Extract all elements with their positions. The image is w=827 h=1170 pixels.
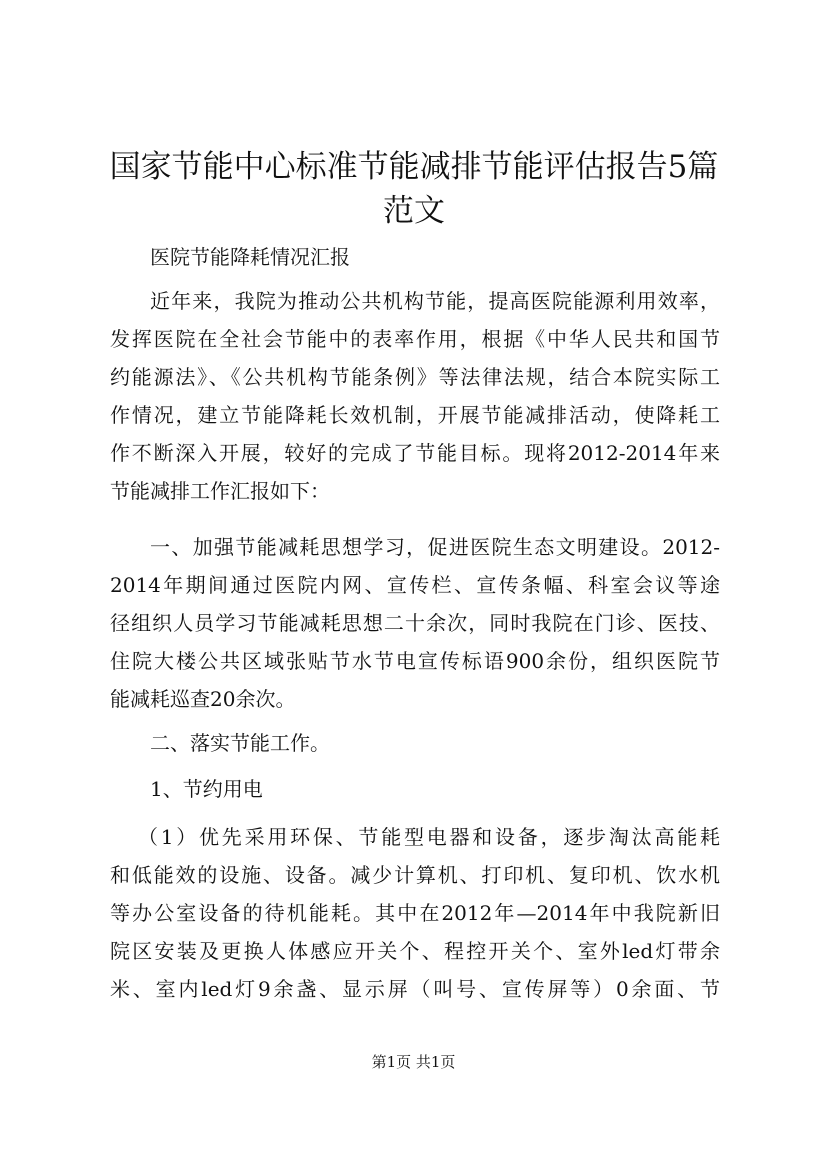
paragraph-line: 2014年期间通过医院内网、宣传栏、宣传条幅、科室会议等途 <box>110 573 720 597</box>
paragraph-line: 能减耗巡查20余次。 <box>110 687 296 711</box>
paragraph-line: 近年来，我院为推动公共机构节能，提高医院能源利用效率， <box>150 289 720 313</box>
document-title-line-1: 国家节能中心标准节能减排节能评估报告5篇 <box>109 149 719 185</box>
paragraph-line: 等办公室设备的待机能耗。其中在2012年—2014年中我院新旧 <box>110 901 720 925</box>
page-footer: 第1页 共1页 <box>371 1053 456 1071</box>
paragraph-line: 院区安装及更换人体感应开关个、程控开关个、室外led灯带余 <box>110 939 720 963</box>
section-heading: 医院节能降耗情况汇报 <box>150 245 350 269</box>
paragraph-line: 米、室内led灯9余盏、显示屏（叫号、宣传屏等）0余面、节 <box>110 977 720 1001</box>
paragraph-line: 节能减排工作汇报如下： <box>110 479 330 503</box>
paragraph-line: 一、加强节能减耗思想学习，促进医院生态文明建设。2012- <box>150 535 720 559</box>
paragraph-line: （1）优先采用环保、节能型电器和设备，逐步淘汰高能耗 <box>138 825 720 849</box>
subsection-heading: 1、节约用电 <box>150 777 263 801</box>
paragraph-line: 和低能效的设施、设备。减少计算机、打印机、复印机、饮水机 <box>110 863 720 887</box>
paragraph-line: 住院大楼公共区域张贴节水节电宣传标语900余份，组织医院节 <box>110 649 720 673</box>
document-title-line-2: 范文 <box>383 193 445 229</box>
paragraph-line: 径组织人员学习节能减耗思想二十余次，同时我院在门诊、医技、 <box>110 611 720 635</box>
paragraph-line: 约能源法》、《公共机构节能条例》等法律法规，结合本院实际工 <box>110 365 720 389</box>
paragraph-line: 发挥医院在全社会节能中的表率作用，根据《中华人民共和国节 <box>110 327 720 351</box>
paragraph-line: 作情况，建立节能降耗长效机制，开展节能减排活动，使降耗工 <box>110 403 720 427</box>
paragraph-line: 作不断深入开展，较好的完成了节能目标。现将2012-2014年来 <box>110 441 720 465</box>
section-heading: 二、落实节能工作。 <box>150 731 330 755</box>
